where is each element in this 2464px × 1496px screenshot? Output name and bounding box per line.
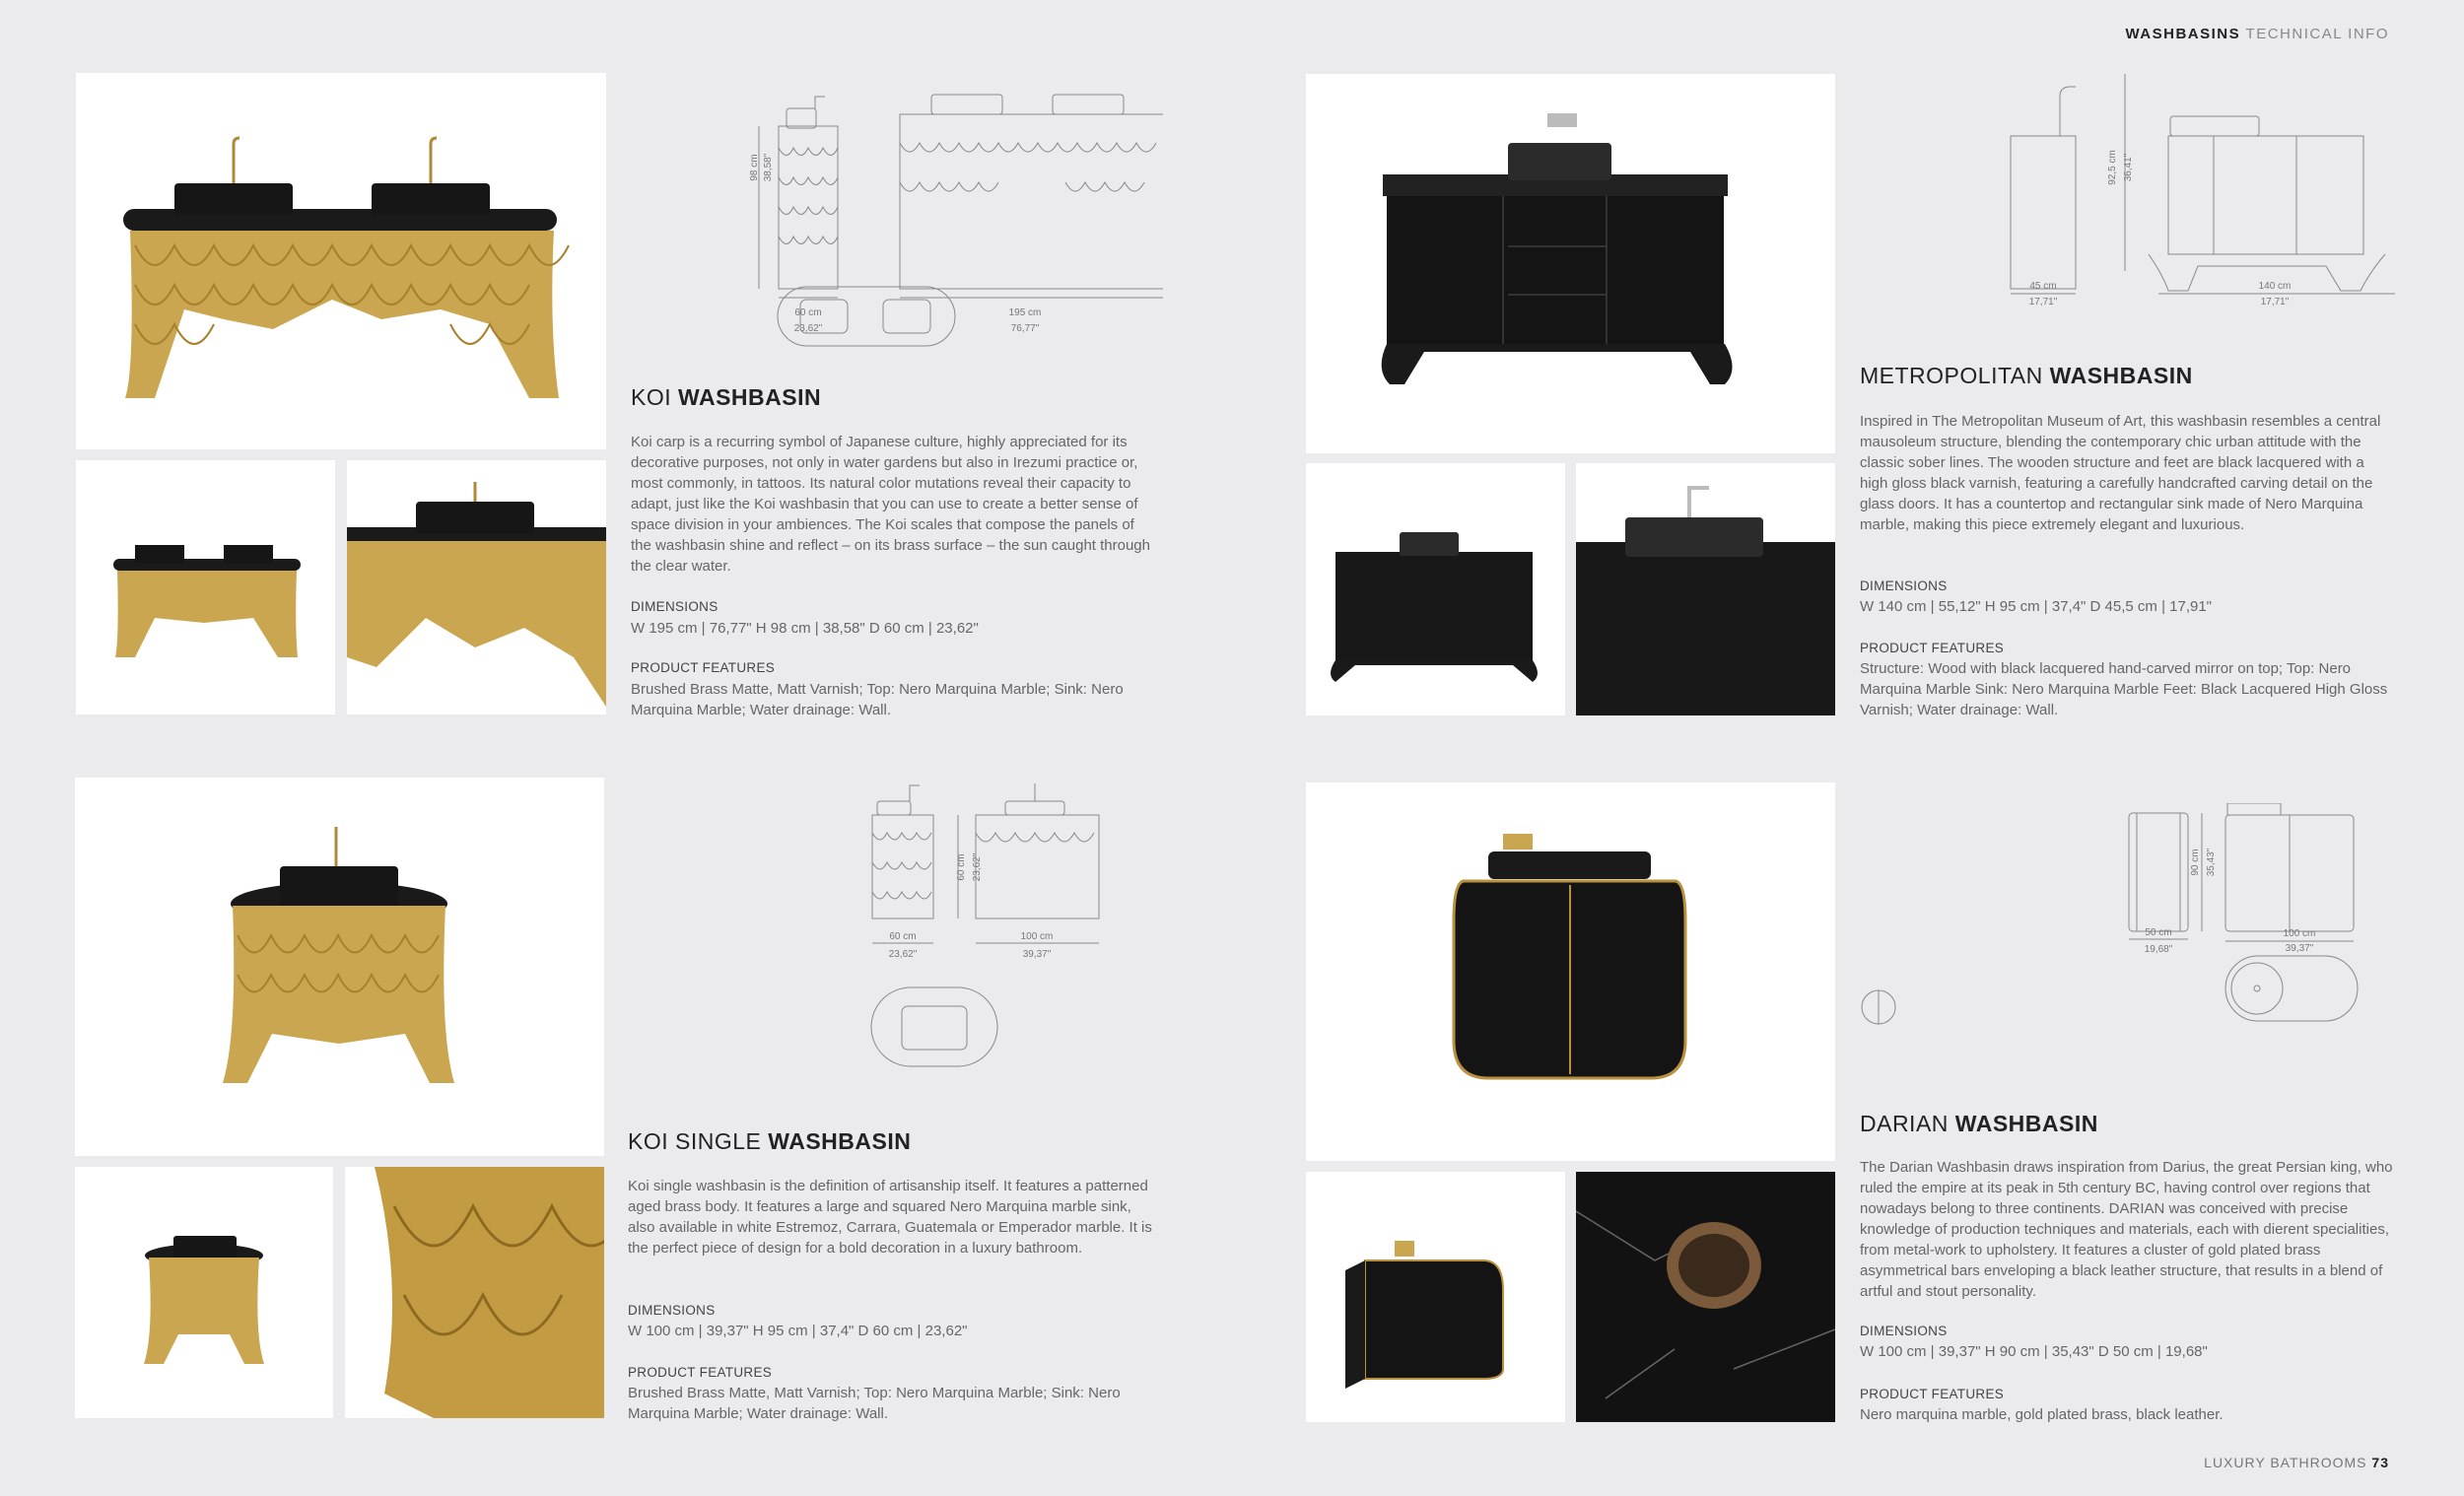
koi-single-top-view	[870, 986, 998, 1067]
koi-single-thumb-2	[345, 1167, 604, 1418]
koi-single-width-cm: 100 cm	[1020, 931, 1054, 942]
darian-width-cm: 100 cm	[2283, 928, 2316, 939]
metropolitan-main-photo	[1306, 74, 1835, 453]
darian-features-label: PRODUCT FEATURES	[1860, 1387, 2005, 1401]
darian-features: Nero marquina marble, gold plated brass, black leather.	[1860, 1406, 2224, 1423]
koi-single-thumb-1	[75, 1167, 333, 1418]
darian-dimensions-label: DIMENSIONS	[1860, 1324, 1948, 1338]
metropolitan-title: METROPOLITAN WASHBASIN	[1860, 363, 2193, 388]
header-subsection: TECHNICAL INFO	[2245, 26, 2389, 42]
footer-title: LUXURY BATHROOMS	[2204, 1455, 2367, 1470]
darian-side-view	[1860, 988, 1897, 1026]
darian-height-cm: 90 cm	[2190, 849, 2201, 876]
metropolitan-technical-drawing	[2001, 69, 2395, 315]
koi-single-height-cm: 60 cm	[956, 853, 967, 881]
koi-single-dimensions: W 100 cm | 39,37" H 95 cm | 37,4" D 60 cm | 23,62"	[628, 1323, 968, 1339]
koi-dimensions-label: DIMENSIONS	[631, 599, 719, 614]
darian-title: DARIAN WASHBASIN	[1860, 1111, 2098, 1136]
page-header	[2125, 26, 2389, 42]
koi-single-description: Koi single washbasin is the definition of artisanship itself. It features a patterned aged brass body. It features a large and squared Nero Marquina marble sink, also available in white Estremoz, Carrara, Guatemala or Emperador marble. It is the perfect piece of design for a bold decoration in a luxury bathroom.	[628, 1178, 1152, 1257]
metropolitan-dimensions: W 140 cm | 55,12" H 95 cm | 37,4" D 45,5 cm | 17,91"	[1860, 598, 2212, 615]
darian-main-photo	[1306, 782, 1835, 1161]
darian-depth-in: 19,68"	[2144, 944, 2173, 955]
koi-height-cm-label: 98 cm	[749, 154, 760, 181]
koi-features: Brushed Brass Matte, Matt Varnish; Top: Nero Marquina Marble; Sink: Nero Marquina Marble; Water drainage: Wall.	[631, 681, 1124, 718]
darian-thumb-1	[1306, 1172, 1565, 1422]
koi-single-title: KOI SINGLE WASHBASIN	[628, 1128, 912, 1154]
darian-dimensions: W 100 cm | 39,37" H 90 cm | 35,43" D 50 cm | 19,68"	[1860, 1343, 2208, 1360]
darian-depth-cm: 50 cm	[2145, 927, 2172, 938]
koi-single-dimensions-label: DIMENSIONS	[628, 1303, 716, 1318]
metropolitan-features: Structure: Wood with black lacquered hand-carved mirror on top; Top: Nero Marquina Marble Sink: Nero Marquina Marble Feet: Black Lacquered High Gloss Varnish; Water drainage: Wall.	[1860, 660, 2388, 718]
metropolitan-depth-cm: 45 cm	[2029, 281, 2057, 292]
metropolitan-description: Inspired in The Metropolitan Museum of Art, this washbasin resembles a central mausoleum structure, blending the contemporary chic urban attitude with the classic sober lines. The wooden structure and feet are black lacquered with a high gloss black varnish, featuring a carefully handcrafted carving detail on the glass doors. It has a countertop and rectangular sink made of Nero Marquina marble, making this piece extremely elegant and luxurious.	[1860, 413, 2381, 533]
koi-dimensions: W 195 cm | 76,77" H 98 cm | 38,58" D 60 cm | 23,62"	[631, 620, 979, 637]
koi-thumb-1	[76, 460, 335, 714]
darian-thumb-2	[1576, 1172, 1835, 1422]
koi-width-cm: 195 cm	[1008, 307, 1042, 318]
koi-main-photo	[76, 73, 606, 449]
metropolitan-thumb-1	[1306, 463, 1565, 715]
koi-single-height-in: 23,62"	[972, 852, 983, 882]
koi-single-depth-cm: 60 cm	[889, 931, 917, 942]
darian-technical-drawing	[2119, 803, 2375, 1030]
darian-height-in: 35,43"	[2206, 848, 2217, 877]
koi-single-depth-in: 23,62"	[888, 949, 918, 960]
metropolitan-height-in: 36,41"	[2123, 153, 2134, 182]
metropolitan-height-cm: 92,5 cm	[2107, 150, 2118, 185]
koi-description: Koi carp is a recurring symbol of Japanese culture, highly appreciated for its decorative purposes, not only in water gardens but also in Irezumi practice or, most commonly, in tattoos. Its natural color mutations reveal their capacity to adapt, just like the Koi washbasin that you can use to create a better sense of space division in your ambiences. The Koi scales that compose the panels of the washbasin shine and reflect – on its brass surface – the sun caught through the clear water.	[631, 434, 1150, 575]
koi-thumb-2	[347, 460, 606, 714]
metropolitan-width-in: 17,71"	[2260, 297, 2290, 307]
header-section: WASHBASINS	[2125, 26, 2241, 42]
darian-width-in: 39,37"	[2285, 943, 2314, 954]
page-number: 73	[2371, 1455, 2389, 1470]
koi-single-features-label: PRODUCT FEATURES	[628, 1365, 773, 1380]
koi-width-in: 76,77"	[1010, 323, 1040, 334]
metropolitan-features-label: PRODUCT FEATURES	[1860, 641, 2005, 655]
koi-top-view	[777, 286, 956, 347]
koi-depth-cm: 60 cm	[794, 307, 822, 318]
metropolitan-thumb-2	[1576, 463, 1835, 715]
koi-single-width-in: 39,37"	[1022, 949, 1052, 960]
koi-single-main-photo	[75, 778, 604, 1156]
koi-height-in-label: 38,58"	[763, 153, 774, 182]
koi-single-features: Brushed Brass Matte, Matt Varnish; Top: Nero Marquina Marble; Sink: Nero Marquina Marble; Water drainage: Wall.	[628, 1385, 1121, 1422]
metropolitan-depth-in: 17,71"	[2028, 297, 2058, 307]
koi-features-label: PRODUCT FEATURES	[631, 660, 776, 675]
darian-description: The Darian Washbasin draws inspiration from Darius, the great Persian king, who ruled the empire at its peak in 5th century BC, having control over regions that nowadays belong to three continents. DARIAN was conceived with precise knowledge of production techniques and materials, each with dierent specialities, from metal-work to upholstery. It features a cluster of gold plated brass asymmetrical bars enveloping a black leather structure, that results in a blend of artful and stout personality.	[1860, 1159, 2393, 1300]
metropolitan-dimensions-label: DIMENSIONS	[1860, 578, 1948, 593]
koi-depth-in: 23,62"	[793, 323, 823, 334]
koi-title: KOI WASHBASIN	[631, 384, 822, 410]
metropolitan-width-cm: 140 cm	[2258, 281, 2292, 292]
page-footer	[2204, 1455, 2389, 1470]
koi-single-technical-drawing	[857, 774, 1173, 971]
